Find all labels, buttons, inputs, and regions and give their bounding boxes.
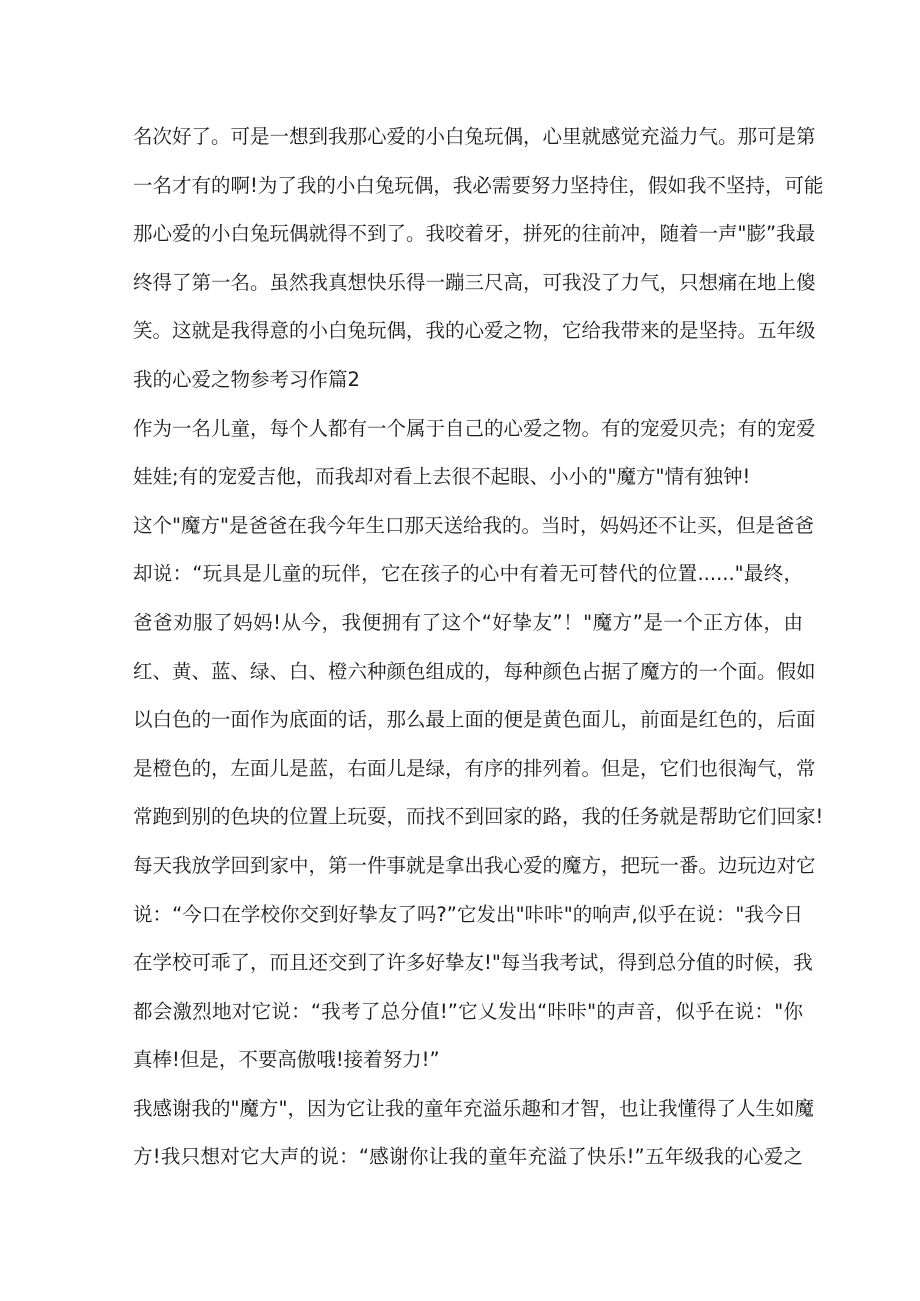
text-line: 那心爱的小白兔玩偶就得不到了。我咬着牙，拼死的往前冲，随着一声"膨”我最 (133, 222, 816, 246)
text-line: 我感谢我的"魔方"，因为它让我的童年充溢乐趣和才智，也让我懂得了人生如魔 (133, 1096, 814, 1120)
text-line: 一名才有的啊!为了我的小白兔玩偶，我必需要努力坚持住，假如我不坚持，可能 (133, 173, 824, 197)
text-line: 笑。这就是我得意的小白兔玩偶，我的心爱之物，它给我带来的是坚持。五年级 (133, 319, 816, 343)
text-line: 名次好了。可是一想到我那心爱的小白兔玩偶，心里就感觉充溢力气。那可是第 (133, 125, 816, 148)
text-line: 常跑到别的色块的位置上玩耍，而找不到回家的路，我的任务就是帮助它们回家! (133, 805, 824, 829)
text-line: 娃娃;有的宠爱吉他，而我却对看上去很不起眼、小小的"魔方"情有独钟! (133, 465, 751, 489)
essay-text (133, 113, 824, 1182)
text-line: 这个"魔方"是爸爸在我今年生口那天送给我的。当时，妈妈还不让买，但是爸爸 (133, 513, 814, 537)
text-line: 爸爸劝服了妈妈!从今，我便拥有了这个“好挚友”！"魔方”是一个正方体，由 (133, 610, 803, 634)
text-line: 每天我放学回到家中，第一件事就是拿出我心爱的魔方，把玩一番。边玩边对它 (133, 853, 816, 877)
text-line: 真棒!但是，不要高傲哦!接着努力!” (133, 1048, 440, 1072)
text-line: 方!我只想对它大声的说：“感谢你让我的童年充溢了快乐!”五年级我的心爱之 (133, 1145, 803, 1169)
text-line: 都会激烈地对它说：“我考了总分值!”它乂发出“咔咔"的声音，似乎在说："你 (133, 999, 803, 1023)
text-line: 终得了第一名。虽然我真想快乐得一蹦三尺高，可我没了力气，只想痛在地上傻 (133, 270, 816, 294)
text-line: 却说：“玩具是儿童的玩伴，它在孩子的心中有着无可替代的位置......"最终， (133, 562, 803, 586)
text-line: 作为一名儿童，每个人都有一个属于自己的心爱之物。有的宠爱贝壳；有的宠爱 (133, 416, 816, 440)
text-line: 说：“今口在学校你交到好挚友了吗?”它发出"咔咔"的响声,似乎在说："我今日 (133, 902, 803, 926)
text-line: 在学校可乖了，而且还交到了许多好挚友!"每当我考试，得到总分值的时候，我 (133, 951, 813, 975)
text-line: 是橙色的，左面儿是蓝，右面儿是绿，有序的排列着。但是，它们也很淘气，常 (133, 756, 816, 780)
text-line: 红、黄、蓝、绿、白、橙六种颜色组成的，每种颜色占据了魔方的一个面。假如 (133, 659, 816, 683)
text-line: 以白色的一面作为底面的话，那么最上面的便是黄色面儿，前面是红色的，后面 (133, 708, 816, 732)
section-heading: 我的心爱之物参考习作篇2 (133, 367, 360, 391)
